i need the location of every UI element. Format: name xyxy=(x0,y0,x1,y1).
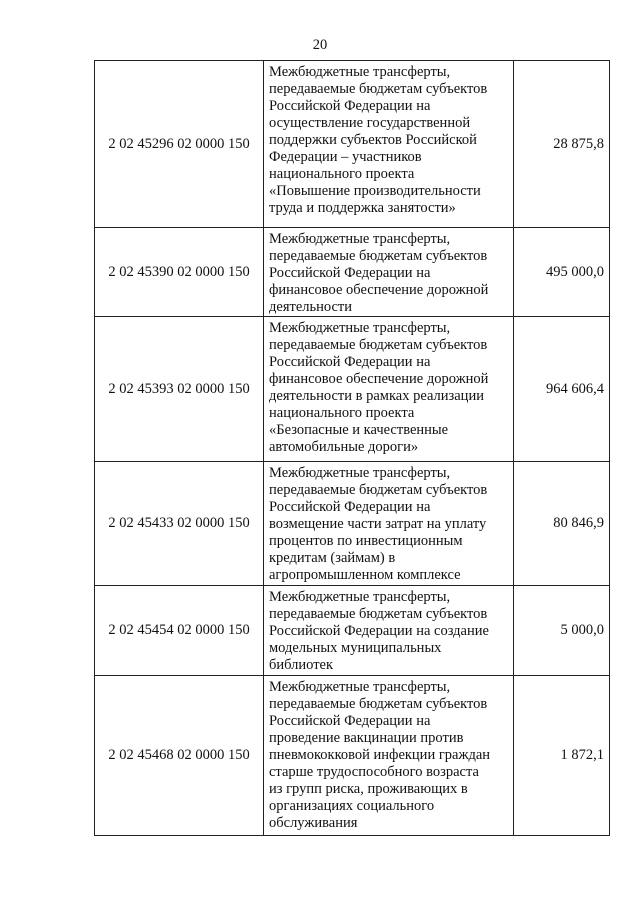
description-line: Межбюджетные трансферты, xyxy=(269,320,451,336)
description-line: «Безопасные и качественные xyxy=(269,422,449,438)
description-line: агропромышленном комплексе xyxy=(269,567,461,583)
budget-code-cell: 2 02 45390 02 0000 150 xyxy=(95,228,264,317)
description-line: Российской Федерации на создание xyxy=(269,623,489,639)
description-line: передаваемые бюджетам субъектов xyxy=(269,482,488,498)
amount-cell: 5 000,0 xyxy=(514,586,610,676)
description-line: Российской Федерации на xyxy=(269,713,431,729)
amount-cell: 1 872,1 xyxy=(514,676,610,836)
description-line: старше трудоспособного возраста xyxy=(269,764,479,780)
description-line: поддержки субъектов Российской xyxy=(269,132,477,148)
description-line: передаваемые бюджетам субъектов xyxy=(269,337,488,353)
description-line: проведение вакцинации против xyxy=(269,730,464,746)
budget-code-cell: 2 02 45296 02 0000 150 xyxy=(95,61,264,228)
description-line: пневмококковой инфекции граждан xyxy=(269,747,491,763)
description-line: финансовое обеспечение дорожной xyxy=(269,371,489,387)
table-body xyxy=(95,61,610,836)
description-line: деятельности в рамках реализации xyxy=(269,388,484,404)
amount-cell: 964 606,4 xyxy=(514,317,610,462)
description-line: передаваемые бюджетам субъектов xyxy=(269,696,488,712)
table-row xyxy=(95,61,610,228)
description-line: автомобильные дороги» xyxy=(269,439,419,455)
description-line: Межбюджетные трансферты, xyxy=(269,231,451,247)
description-line: осуществление государственной xyxy=(269,115,471,131)
description-line: Федерации – участников xyxy=(269,149,422,165)
table-row xyxy=(95,676,610,836)
amount-cell: 28 875,8 xyxy=(514,61,610,228)
description-cell xyxy=(264,61,514,228)
description-cell xyxy=(264,462,514,586)
description-line: Российской Федерации на xyxy=(269,265,431,281)
description-line: Российской Федерации на xyxy=(269,499,431,515)
amount-cell: 495 000,0 xyxy=(514,228,610,317)
description-line: организациях социального xyxy=(269,798,435,814)
description-line: передаваемые бюджетам субъектов xyxy=(269,606,488,622)
description-line: передаваемые бюджетам субъектов xyxy=(269,81,488,97)
table-row xyxy=(95,586,610,676)
budget-code-cell: 2 02 45433 02 0000 150 xyxy=(95,462,264,586)
budget-code-cell: 2 02 45393 02 0000 150 xyxy=(95,317,264,462)
description-line: Межбюджетные трансферты, xyxy=(269,465,451,481)
description-line: кредитам (займам) в xyxy=(269,550,396,566)
description-line: труда и поддержка занятости» xyxy=(269,200,456,216)
page-number: 20 xyxy=(312,37,328,53)
description-line: деятельности xyxy=(269,299,353,315)
description-cell xyxy=(264,586,514,676)
description-line: процентов по инвестиционным xyxy=(269,533,463,549)
description-cell xyxy=(264,317,514,462)
description-cell xyxy=(264,676,514,836)
description-line: Российской Федерации на xyxy=(269,98,431,114)
description-line: передаваемые бюджетам субъектов xyxy=(269,248,488,264)
budget-code-cell: 2 02 45468 02 0000 150 xyxy=(95,676,264,836)
description-line: «Повышение производительности xyxy=(269,183,481,199)
table-row xyxy=(95,317,610,462)
description-line: Межбюджетные трансферты, xyxy=(269,64,451,80)
budget-transfers-table xyxy=(94,60,610,836)
table-row xyxy=(95,228,610,317)
description-line: возмещение части затрат на уплату xyxy=(269,516,487,532)
description-line: библиотек xyxy=(269,657,334,673)
description-line: финансовое обеспечение дорожной xyxy=(269,282,489,298)
description-line: обслуживания xyxy=(269,815,358,831)
description-line: национального проекта xyxy=(269,166,415,182)
description-line: модельных муниципальных xyxy=(269,640,442,656)
amount-cell: 80 846,9 xyxy=(514,462,610,586)
description-line: Российской Федерации на xyxy=(269,354,431,370)
description-line: Межбюджетные трансферты, xyxy=(269,589,451,605)
table-row xyxy=(95,462,610,586)
description-line: из групп риска, проживающих в xyxy=(269,781,468,797)
budget-code-cell: 2 02 45454 02 0000 150 xyxy=(95,586,264,676)
description-cell xyxy=(264,228,514,317)
description-line: Межбюджетные трансферты, xyxy=(269,679,451,695)
description-line: национального проекта xyxy=(269,405,415,421)
